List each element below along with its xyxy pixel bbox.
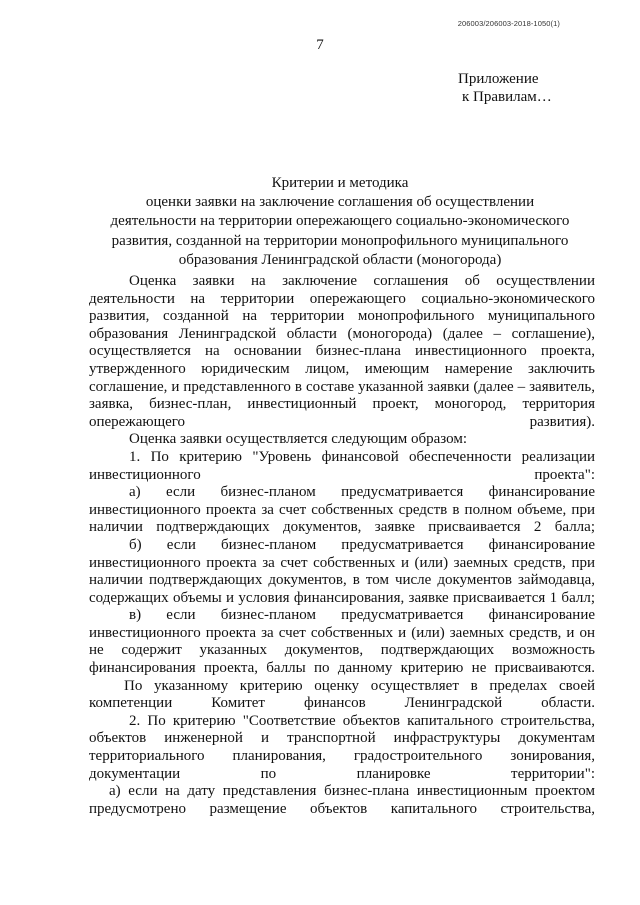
- paragraph: 2. По критерию "Соответствие объектов капитального строительства, объектов инженерной и транспортной инфраструктуры документам территориального планирования, градостроительного зонирования, документации по планировке территории":: [89, 712, 595, 782]
- appendix-line: Приложение: [458, 71, 539, 87]
- paragraph: Оценка заявки на заключение соглашения об осуществлении деятельности на территории опережающего социально-экономического развития, созданной на территории монопрофильного муниципального образования Ленинградской области (моногорода) (далее – соглашение), осуществляется на основании бизнес-плана инвестиционного проекта, утвержденного юридическим лицом, имеющим намерение заключить соглашение, и представленного в составе указанной заявки (далее – заявитель, заявка, бизнес-план, инвестиционный проект, моногород, территория опережающего развития).: [89, 273, 595, 430]
- document-body: [89, 273, 595, 818]
- paragraph: в) если бизнес-планом предусматривается финансирование инвестиционного проекта за счет собственных и (или) заемных средств, и он не содержит указанных документов, подтверждающих возможность финансирования проекта, баллы по данному критерию не присваиваются.: [89, 607, 595, 677]
- title-line: деятельности на территории опережающего социально-экономического: [110, 213, 570, 230]
- title-line: оценки заявки на заключение соглашения об осуществлении: [145, 194, 535, 211]
- appendix-line: к Правилам…: [462, 89, 552, 105]
- title-line: Критерии и методика: [271, 175, 409, 191]
- paragraph: Оценка заявки осуществляется следующим образом:: [129, 431, 468, 448]
- appendix-header: [458, 70, 552, 106]
- paragraph: 1. По критерию "Уровень финансовой обеспеченности реализации инвестиционного проекта":: [89, 448, 595, 483]
- paragraph: а) если на дату представления бизнес-плана инвестиционным проектом предусмотрено размещение объектов капитального строительства,: [89, 783, 595, 817]
- page-number: 7: [316, 37, 324, 53]
- title-line: развития, созданной на территории монопрофильного муниципального: [111, 232, 569, 249]
- paragraph: б) если бизнес-планом предусматривается финансирование инвестиционного проекта за счет собственных и (или) заемных средств, при наличии подтверждающих документов, в том числе документов займодавца, содержащих объемы и условия финансирования, заявке присваивается 1 балл;: [89, 536, 595, 606]
- document-title: [80, 174, 600, 270]
- paragraph: а) если бизнес-планом предусматривается финансирование инвестиционного проекта за счет собственных средств в полном объеме, при наличии подтверждающих документов, заявке присваивается 2 балла;: [89, 484, 595, 536]
- title-line: образования Ленинградской области (моногорода): [178, 251, 502, 268]
- paragraph: По указанному критерию оценку осуществляет в пределах своей компетенции Комитет финансов Ленинградской области.: [89, 677, 595, 712]
- document-code: 206003/206003-2018-1050(1): [457, 19, 560, 28]
